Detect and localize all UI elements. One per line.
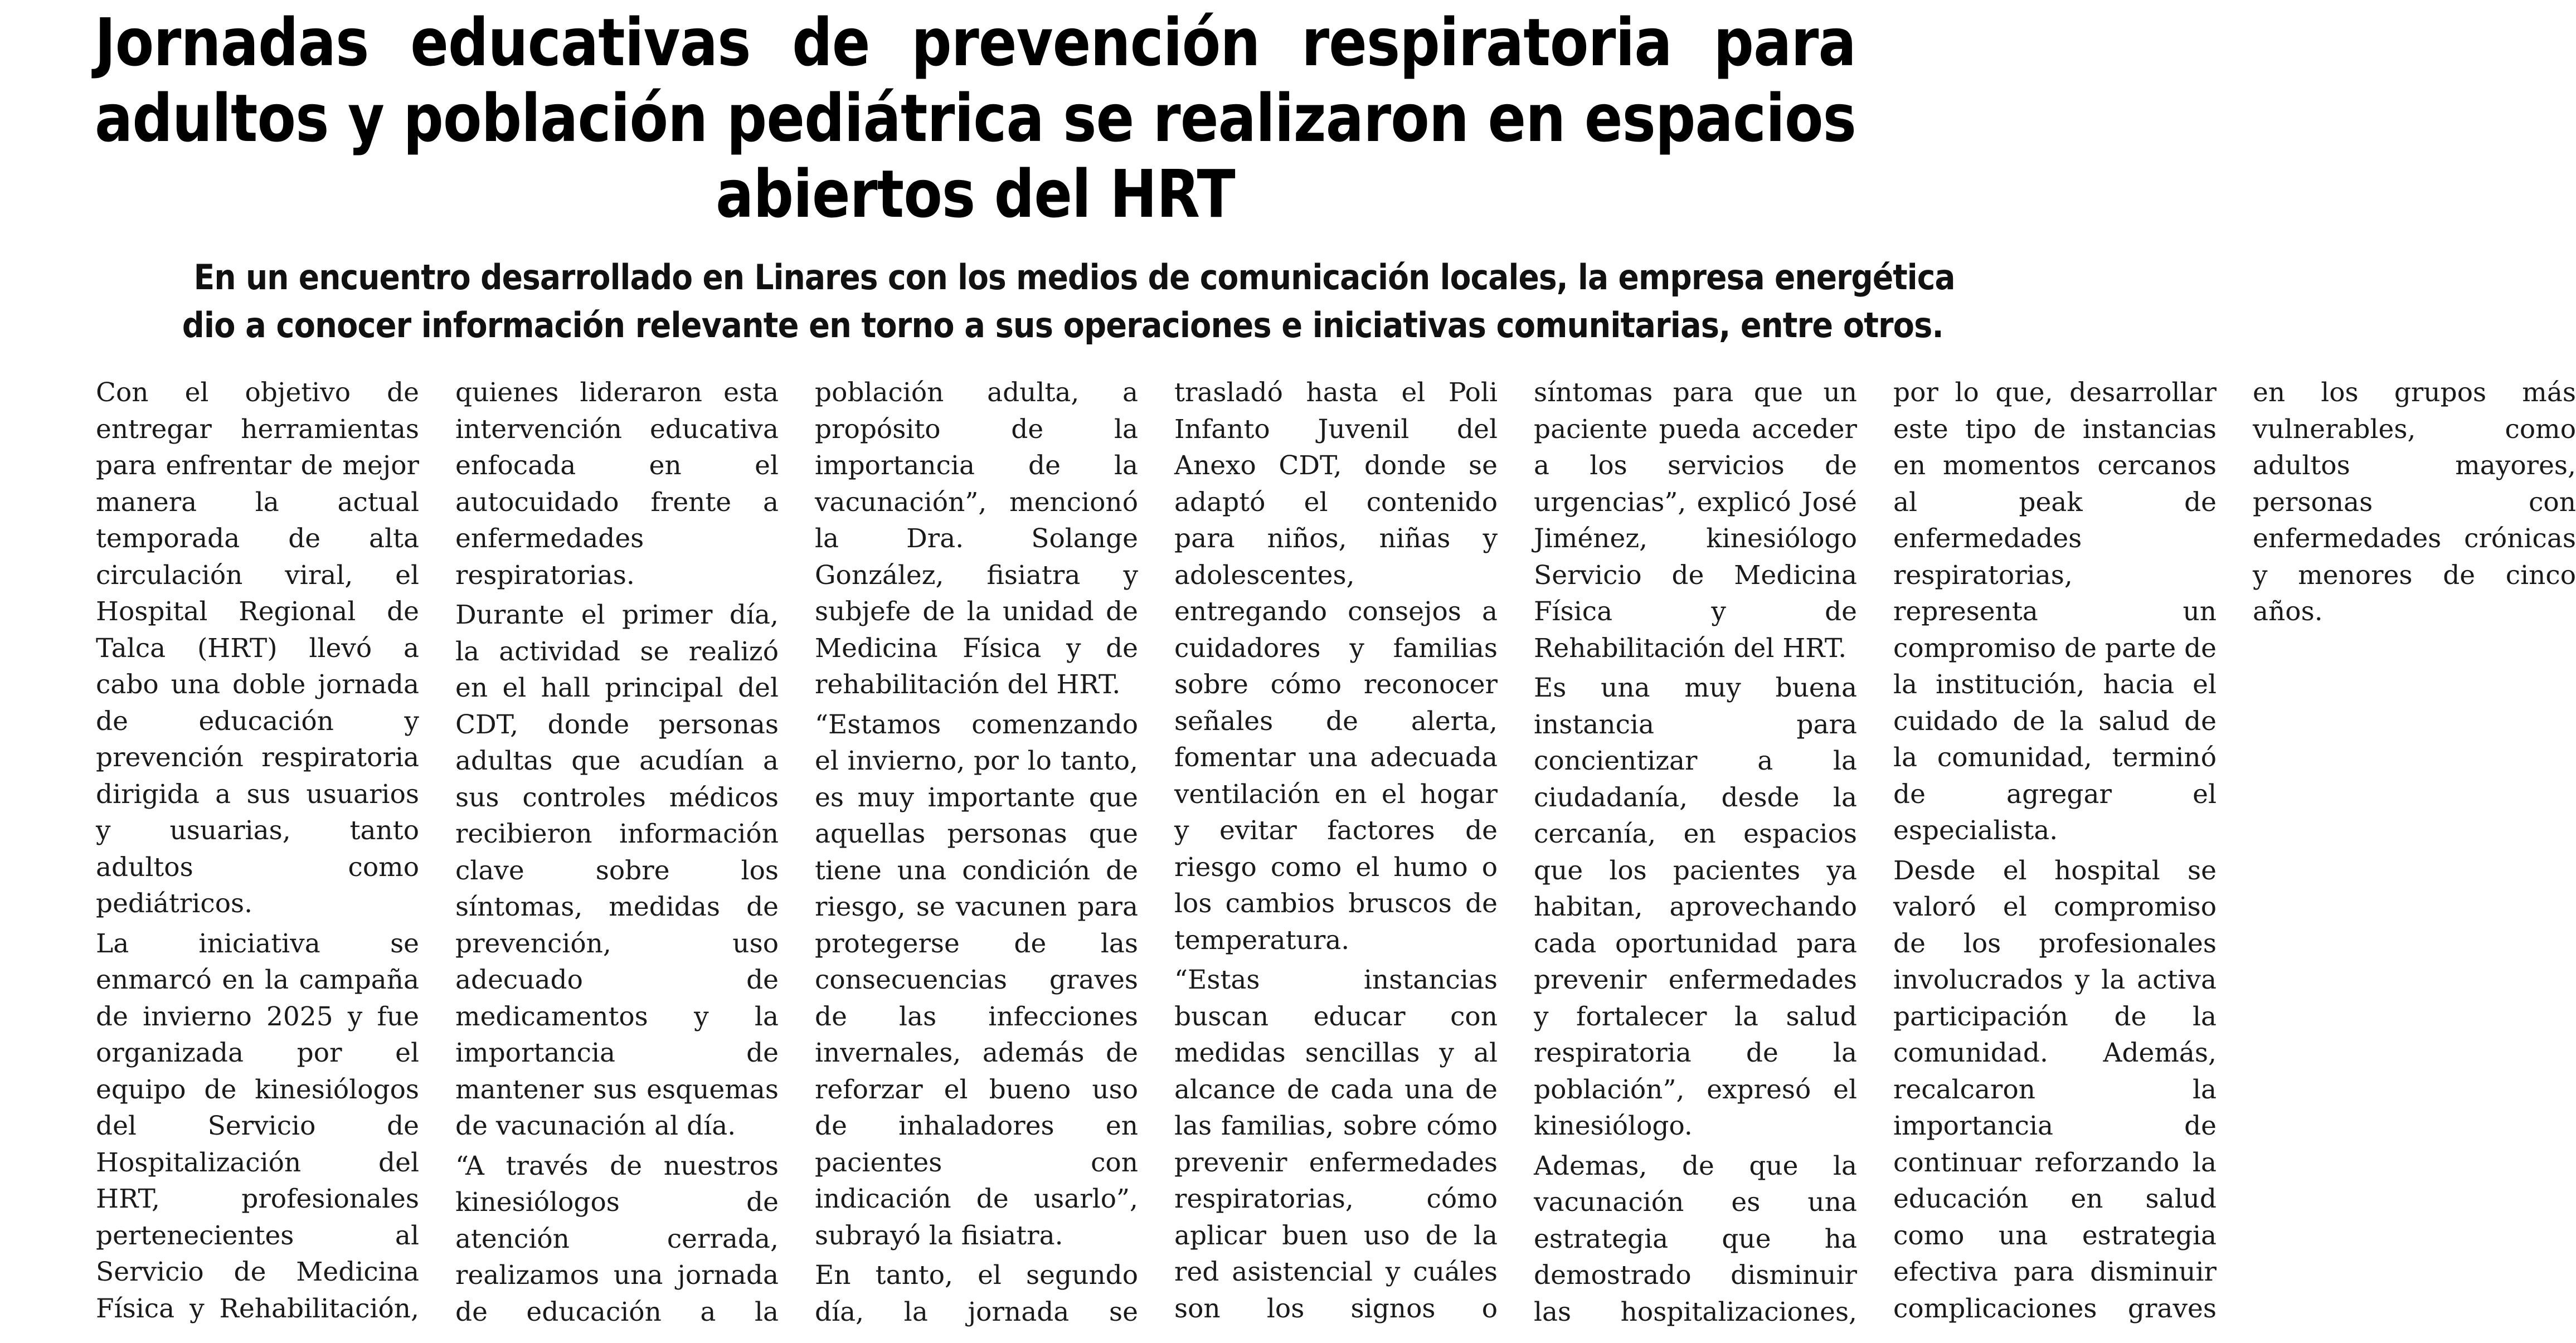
paragraph-1: Con el objetivo de entregar herramientas para enfrentar de mejor manera la actual temporada de alta circulación viral, el Hospital Regional de Talca (HRT) llevó a cabo una doble jornada de educación y prevención respiratoria dirigida a sus usuarios y usuarias, tanto adultos como pediátricos. — [96, 377, 419, 919]
paragraph-8: Es una muy buena instancia para concientizar a la ciudadanía, desde la cercanía, en espacios que los pacientes ya habitan, aprovechando cada oportunidad para prevenir enfermedades y fortalecer la salud respiratoria de la población”, expresó el kinesiólogo. — [1534, 673, 1857, 1141]
headline-line-2: adultos y población pediátrica se realizaron en espacios — [95, 80, 1856, 157]
paragraph-9: Ademas, de que la vacunación es una estrategia que ha demostrado disminuir las hospitalizaciones, por lo que, desarrollar este tipo de instancias en momentos cercanos al peak de enfermedades respiratorias, representa un compromiso de parte de la institución, hacia el cuidado de la salud de la comunidad, terminó de agregar el especialista. — [1534, 377, 2217, 1327]
paragraph-4: “A través de nuestros kinesiólogos de atención cerrada, realizamos una jornada de educación a la población adulta, a propósito de la importancia de la vacunación”, mencionó la Dra. Solange González, fisiatra y subjefe de la unidad de Medicina Física y de rehabilitación del HRT. — [455, 377, 1138, 1327]
headline-line-3: abiertos del HRT — [716, 155, 1235, 232]
paragraph-6: En tanto, el segundo día, la jornada se trasladó hasta el Poli Infanto Juvenil del Anexo CDT, donde se adaptó el contenido para niños, niñas y adolescentes, entregando consejos a cuidadores y familias sobre cómo reconocer señales de alerta, fomentar una adecuada ventilación en el hogar y evitar factores de riesgo como el humo o los cambios bruscos de temperatura. — [815, 377, 1498, 1327]
article-body — [96, 374, 2576, 1333]
headline-line-1: Jornadas educativas de prevención respiratoria para — [95, 4, 1856, 81]
paragraph-3: Durante el primer día, la actividad se realizó en el hall principal del CDT, donde personas adultas que acudían a sus controles médicos recibieron información clave sobre los síntomas, medidas de prevención, uso adecuado de medicamentos y la importancia de mantener sus esquemas de vacunación al día. — [455, 600, 779, 1141]
subheadline-line-1: En un encuentro desarrollado en Linares con los medios de comunicación locales, la empresa energética — [193, 257, 1955, 298]
paragraph-5: “Estamos comenzando el invierno, por lo tanto, es muy importante que aquellas personas que tiene una condición de riesgo, se vacunen para protegerse de las consecuencias graves de las infecciones invernales, además de reforzar el bueno uso de inhaladores en pacientes con indicación de usarlo”, subrayó la fisiatra. — [815, 709, 1138, 1251]
paragraph-2: La iniciativa se enmarcó en la campaña de invierno 2025 y fue organizada por el equipo de kinesiólogos del Servicio de Hospitalización del HRT, profesionales pertenecientes al Servicio de Medicina Física y Rehabilitación, quienes lideraron esta intervención educativa enfocada en el autocuidado frente a enfermedades respiratorias. — [96, 377, 779, 1324]
paragraph-10: Desde el hospital se valoró el compromiso de los profesionales involucrados y la activa participación de la comunidad. Además, recalcaron la importancia de continuar reforzando la educación en salud como una estrategia efectiva para disminuir complicaciones graves en los grupos más vulnerables, como adultos mayores, personas con enfermedades crónicas y menores de cinco años. — [1893, 377, 2576, 1324]
headline — [95, 4, 1856, 232]
subheadline-line-2: dio a conocer información relevante en torno a sus operaciones e iniciativas comunitarias, entre otros. — [182, 305, 1943, 346]
paragraph-7: “Estas instancias buscan educar con medidas sencillas y al alcance de cada una de las familias, sobre cómo prevenir enfermedades respiratorias, cómo aplicar buen uso de la red asistencial y cuáles son los signos o síntomas para que un paciente pueda acceder a los servicios de urgencias”, explicó José Jiménez, kinesiólogo Servicio de Medicina Física y de Rehabilitación del HRT. — [1174, 377, 1857, 1324]
subheadline — [95, 254, 1955, 349]
